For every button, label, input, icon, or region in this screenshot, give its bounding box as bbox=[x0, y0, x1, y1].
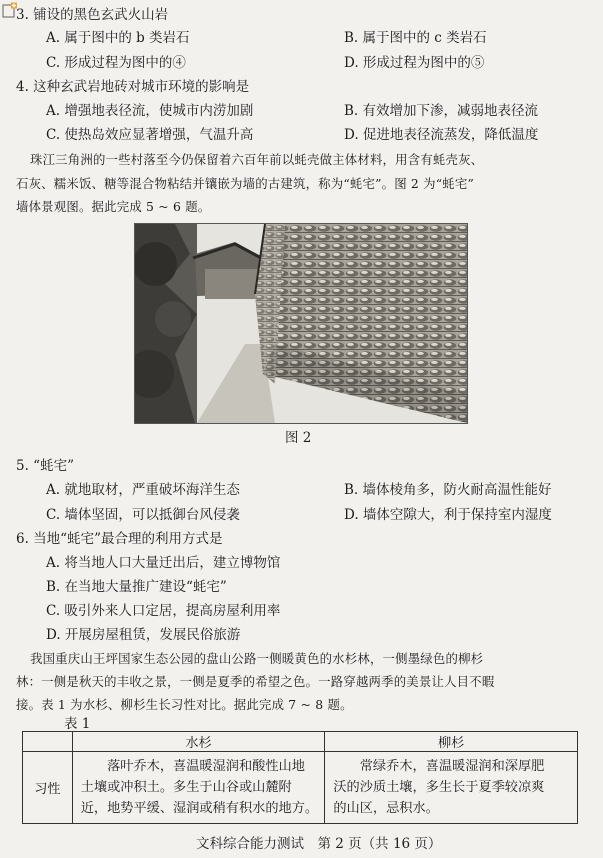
q5-option-d: D. 墙体空隙大，利于保持室内湿度 bbox=[344, 507, 552, 523]
table-header-row bbox=[23, 732, 578, 752]
figure-2-photo bbox=[134, 223, 468, 424]
question-6-stem: 6. 当地“蚝宅”最合理的利用方式是 bbox=[16, 531, 223, 547]
passage-1-line-2: 石灰、糯米饭、糖等混合物粘结并镶嵌为墙的古建筑，称为“蚝宅”。图 2 为“蚝宅” bbox=[16, 176, 474, 191]
shuishan-line-1: 落叶乔木，喜温暖湿润和酸性山地 bbox=[80, 759, 305, 774]
passage-2-line-3: 接。表 1 为水杉、柳杉生长习性对比。据此完成 7 ~ 8 题。 bbox=[16, 697, 353, 712]
question-5-stem: 5. “蚝宅” bbox=[16, 458, 74, 474]
liushan-habit-cell bbox=[325, 752, 578, 824]
q6-option-a: A. 将当地人口大量迁出后，建立博物馆 bbox=[46, 555, 281, 571]
figure-2-caption: 图 2 bbox=[285, 430, 312, 446]
passage-1-line-1: 珠江三角洲的一些村落至今仍保留着六百年前以蚝壳做主体材料，用含有蚝壳灰、 bbox=[30, 152, 484, 167]
tree-habit-table bbox=[22, 731, 578, 824]
q5-option-a: A. 就地取材，严重破坏海洋生态 bbox=[46, 482, 240, 498]
q4-option-c: C. 使热岛效应显著增强，气温升高 bbox=[46, 127, 254, 143]
q4-option-b: B. 有效增加下渗，减弱地表径流 bbox=[344, 103, 539, 119]
q4-option-d: D. 促进地表径流蒸发，降低温度 bbox=[344, 127, 539, 143]
passage-1-line-3: 墙体景观图。据此完成 5 ~ 6 题。 bbox=[16, 199, 211, 214]
q3-option-a: A. 属于图中的 b 类岩石 bbox=[46, 30, 190, 46]
column-header-shuishan: 水杉 bbox=[72, 732, 325, 752]
q5-option-b: B. 墙体棱角多，防火耐高温性能好 bbox=[344, 482, 552, 498]
table-corner-cell bbox=[23, 732, 73, 752]
shuishan-line-3: 近，地势平缓、湿润或稍有积水的地方。 bbox=[80, 801, 319, 816]
table-1-caption: 表 1 bbox=[64, 716, 91, 732]
question-3-stem: 3. 铺设的黑色玄武火山岩 bbox=[16, 7, 169, 23]
q6-option-b: B. 在当地大量推广建设“蚝宅” bbox=[46, 579, 227, 595]
column-header-liushan: 柳杉 bbox=[325, 732, 578, 752]
row-header-habit: 习性 bbox=[23, 752, 73, 824]
passage-2-line-2: 林：一侧是秋天的丰收之景，一侧是夏季的希望之色。一路穿越两季的美景让人目不暇 bbox=[16, 674, 495, 689]
q5-option-c: C. 墙体坚固，可以抵御台风侵袭 bbox=[46, 507, 240, 523]
passage-2-line-1: 我国重庆山王坪国家生态公园的盘山公路一侧暖黄色的水杉林，一侧墨绿色的柳杉 bbox=[30, 651, 484, 666]
q6-option-c: C. 吸引外来人口定居，提高房屋利用率 bbox=[46, 603, 281, 619]
question-4-stem: 4. 这种玄武岩地砖对城市环境的影响是 bbox=[16, 79, 250, 95]
q3-option-d: D. 形成过程为图中的⑤ bbox=[344, 55, 485, 71]
oyster-wall-illustration bbox=[135, 224, 467, 423]
q4-option-a: A. 增强地表径流，使城市内涝加剧 bbox=[46, 103, 254, 119]
q3-option-c: C. 形成过程为图中的④ bbox=[46, 55, 186, 71]
liushan-line-3: 的山区，忌积水。 bbox=[333, 801, 439, 816]
table-row bbox=[23, 752, 578, 824]
shuishan-line-2: 土壤或冲积土。多生于山谷或山麓附 bbox=[80, 780, 292, 795]
shuishan-habit-cell bbox=[72, 752, 325, 824]
q3-option-b: B. 属于图中的 c 类岩石 bbox=[344, 30, 487, 46]
liushan-line-2: 沃的沙质土壤，多生长于夏季较凉爽 bbox=[333, 780, 545, 795]
liushan-line-1: 常绿乔木，喜温暖湿润和深厚肥 bbox=[333, 759, 545, 774]
page-footer: 文科综合能力测试 第 2 页（共 16 页） bbox=[196, 836, 442, 852]
q6-option-d: D. 开展房屋租赁，发展民俗旅游 bbox=[46, 627, 241, 643]
